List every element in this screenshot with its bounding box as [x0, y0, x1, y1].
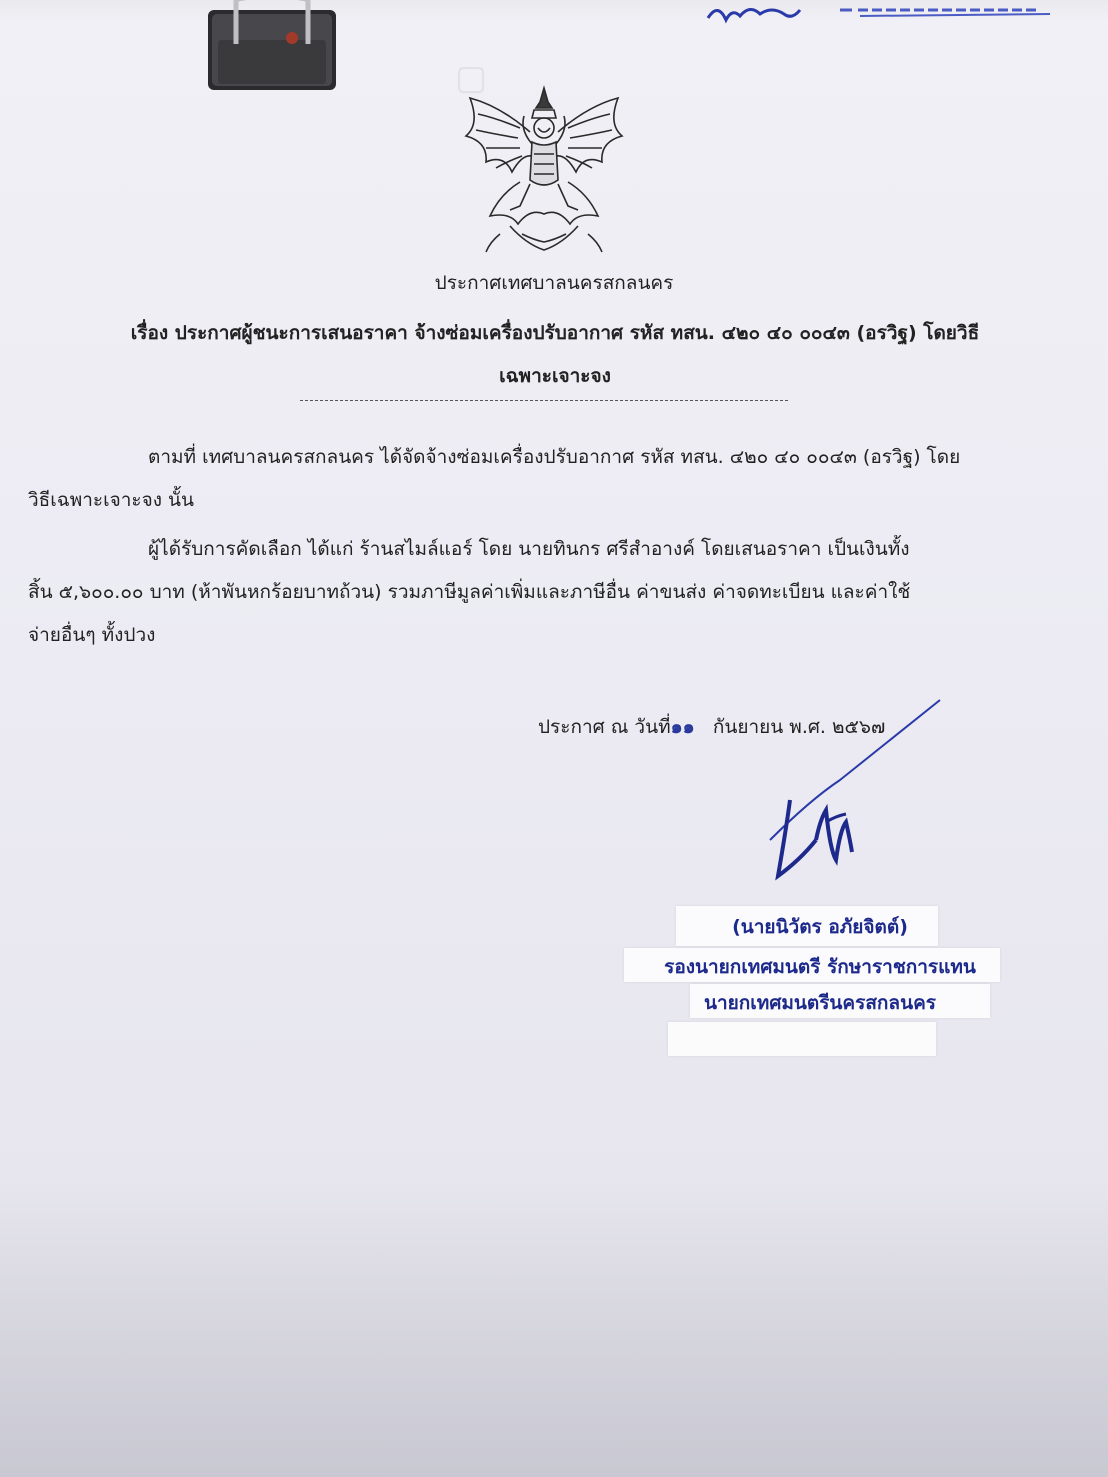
subject: [60, 312, 1050, 398]
signatory-position-2: นายกเทศมนตรีนครสกลนคร: [704, 992, 936, 1014]
date-month-year: กันยายน พ.ศ. ๒๕๖๗: [712, 716, 886, 738]
paragraph-2: [28, 528, 1058, 657]
divider-dashed: [300, 400, 788, 401]
paragraph-1: [28, 436, 1058, 522]
paragraph-2-line-3: จ่ายอื่นๆ ทั้งปวง: [28, 624, 156, 646]
tape-strip: [668, 1022, 936, 1056]
paragraph-1-line-2: วิธีเฉพาะเจาะจง นั้น: [28, 489, 195, 511]
page-shadow: [0, 1180, 1108, 1477]
paragraph-2-line-2: สิ้น ๕,๖๐๐.๐๐ บาท (ห้าพันหกร้อยบาทถ้วน) รวมภาษีมูลค่าเพิ่มและภาษีอื่น ค่าขนส่ง ค่าจดทะเบียน และค่าใช้: [28, 581, 911, 603]
binder-clip-icon: [196, 0, 346, 95]
paragraph-2-line-1: [28, 528, 1058, 571]
paragraph-2-line-1-text: ผู้ได้รับการคัดเลือก ได้แก่ ร้านสไมล์แอร์ โดย นายทินกร ศรีสำอางค์ โดยเสนอราคา เป็นเงินทั้ง: [148, 538, 910, 560]
signatory-position-1: รองนายกเทศมนตรี รักษาราชการแทน: [664, 956, 976, 978]
date-prefix: ประกาศ ณ วันที่: [538, 716, 671, 738]
handwritten-mark-top: [680, 0, 1108, 30]
signatory-name: (นายนิวัตร อภัยจิตต์): [732, 916, 908, 938]
paragraph-1-line-1-text: ตามที่ เทศบาลนครสกลนคร ได้จัดจ้างซ่อมเครื่องปรับอากาศ รหัส ทสน. ๔๒๐ ๔๐ ๐๐๔๓ (อรวิฐ) โดย: [148, 446, 961, 468]
handwritten-signature: [640, 690, 1000, 900]
date-day-handwritten: ๑๑: [670, 716, 695, 738]
subject-line-2: เฉพาะเจาะจง: [499, 365, 611, 387]
garuda-emblem-icon: [460, 84, 628, 256]
paragraph-1-line-1: [28, 436, 1058, 479]
bleed-through-text: ▢: [455, 58, 488, 98]
announcement-title: ประกาศเทศบาลนครสกลนคร: [434, 272, 674, 294]
subject-line-1: เรื่อง ประกาศผู้ชนะการเสนอราคา จ้างซ่อมเครื่องปรับอากาศ รหัส ทสน. ๔๒๐ ๔๐ ๐๐๔๓ (อรวิฐ) โดยวิธี: [130, 322, 980, 344]
